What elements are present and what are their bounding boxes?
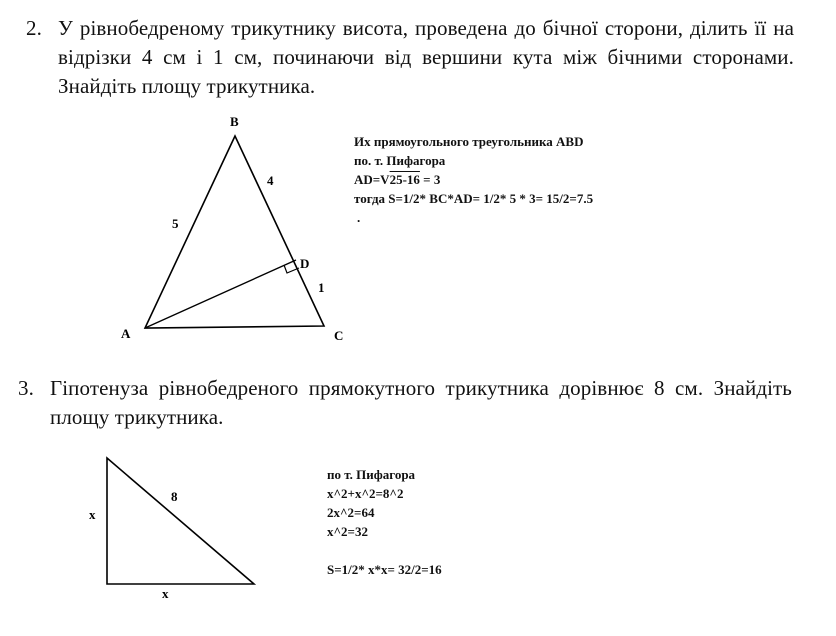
label-c: C [334,328,344,343]
solution-3 [327,465,442,579]
right-triangle [107,458,254,584]
solution-2-line-1: Их прямоугольного треугольника ABD [354,134,584,149]
solution-3-line-2: x^2+x^2=8^2 [327,486,404,501]
solution-2-line-4: тогда S=1/2* BC*AD= 1/2* 5 * 3= 15/2=7.5 [354,191,594,206]
problem-3-number: 3. [18,376,34,400]
solution-2-radicand: 25-16 [389,172,420,187]
label-b: B [230,114,239,129]
triangle-abc-figure [121,114,343,343]
solution-3-line-5: S=1/2* x*x= 32/2=16 [327,562,442,577]
label-d: D [300,256,310,271]
solution-2 [354,132,593,227]
solution-3-line-3: 2x^2=64 [327,505,375,520]
label-dc-length: 1 [318,280,325,295]
problem-2-text: У рівнобедреному трикутнику висота, проведена до бічної сторони, ділить її на відрізки 4 см і 1 см, починаючи від вершини кута між бічними сторонами. Знайдіть площу трикутника. [58,16,794,98]
problem-2-number: 2. [26,16,42,40]
label-hypotenuse: 8 [171,489,178,504]
solution-2-line-3-prefix: AD=V [354,172,390,187]
right-triangle-figure [89,458,254,601]
label-a: A [121,326,131,341]
solution-3-spacer [327,541,442,560]
label-left-leg: x [89,507,96,522]
label-bd-length: 4 [267,173,274,188]
solution-2-line-5: . [357,210,361,225]
solution-3-line-4: x^2=32 [327,524,368,539]
solution-2-line-2: по. т. Пифагора [354,153,446,168]
label-bottom-leg: x [162,586,169,601]
solution-2-line-3 [354,170,593,189]
label-ab-length: 5 [172,216,179,231]
solution-2-line-3-suffix: = 3 [419,172,441,187]
altitude-ad [145,260,296,328]
triangle-abc [145,136,324,328]
problem-3-text: Гіпотенуза рівнобедреного прямокутного трикутника дорівнює 8 см. Знайдіть площу трикутника. [50,376,792,429]
solution-3-line-1: по т. Пифагора [327,467,416,482]
